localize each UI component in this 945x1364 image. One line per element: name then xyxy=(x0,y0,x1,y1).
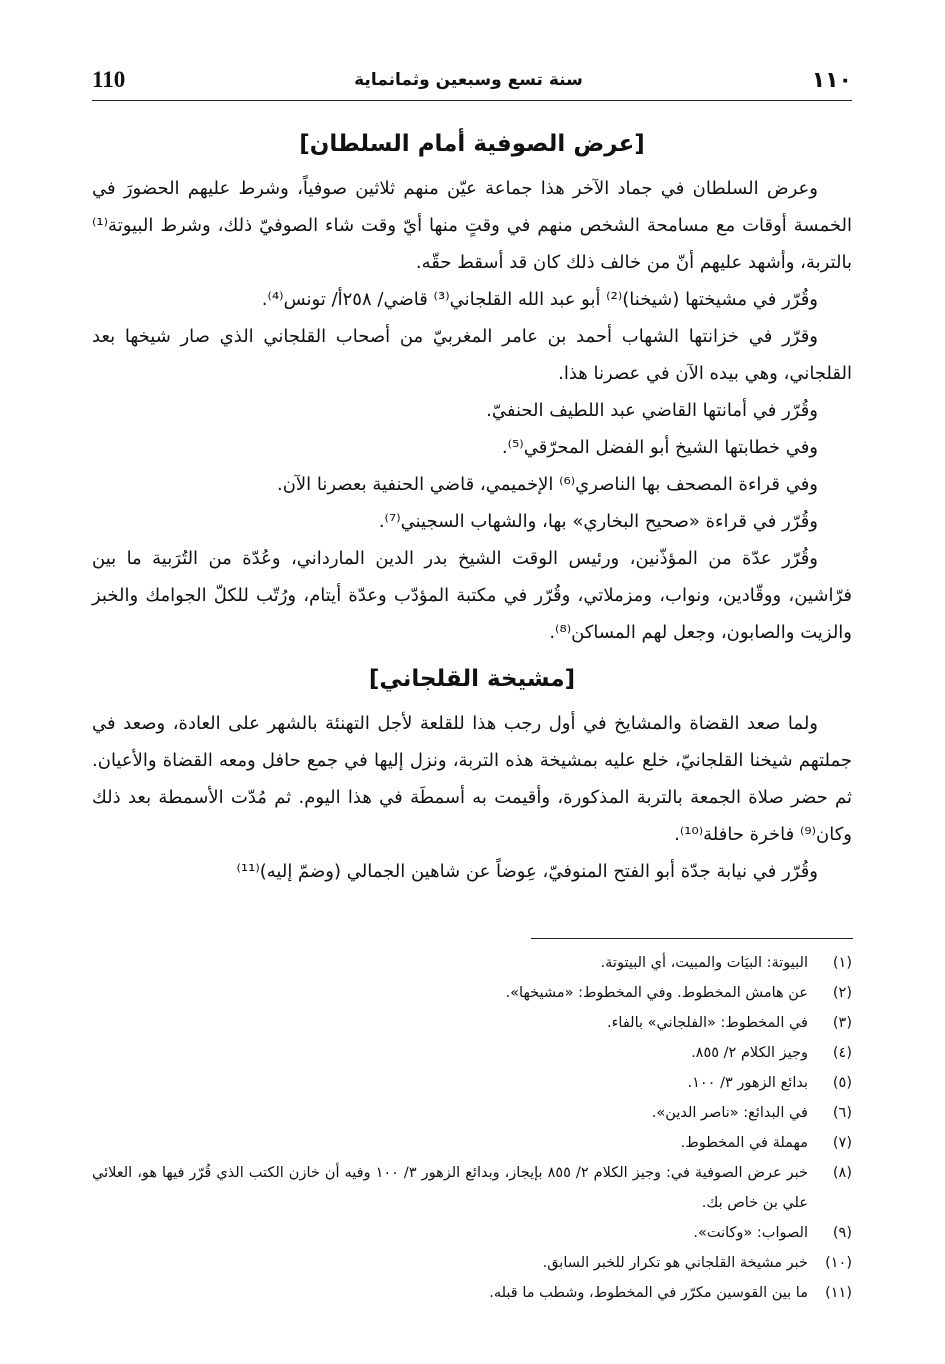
footnote-number: (٨) xyxy=(832,1165,852,1181)
footnote-number: (١١) xyxy=(825,1285,852,1301)
paragraph: ولما صعد القضاة والمشايخ في أول رجب هذا للقلعة لأجل التهنئة بالشهر على العادة، وصعد في جملتهم شيخنا القلجانيّ، خلع عليه بمشيخة هذه التربة، ونزل إليها في جمع حافل ومعه القضاة والأعيان. ثم حضر صلاة الجمعة بالتربة المذكورة، وأقيمت به أسمطَة في هذا اليوم. ثم مُدّت الأسمطة بعد ذلك وكان⁽⁹⁾ فاخرة حافلة⁽¹⁰⁾. xyxy=(92,713,852,845)
footnote xyxy=(92,978,852,1008)
page-number-latin: 110 xyxy=(92,67,126,92)
footnote-number: (١٠) xyxy=(825,1255,852,1271)
footnote-text: بدائع الزهور ٣/ ١٠٠. xyxy=(687,1075,808,1091)
footnote-text: البيوتة: البيَات والمبيت، أي البيتوتة. xyxy=(600,955,808,971)
footnote-text: الصواب: «وكانت». xyxy=(693,1225,808,1241)
footnote-number: (١) xyxy=(832,955,852,971)
footnote-text: وجيز الكلام ٢/ ٨٥٥. xyxy=(691,1045,808,1061)
page-number-arabic: ١١٠ xyxy=(811,67,852,93)
page-header xyxy=(92,60,852,101)
running-title: سنة تسع وسبعين وثمانماية xyxy=(354,70,583,90)
main-text xyxy=(92,118,852,890)
paragraph: وقُرّر في مشيختها (شيخنا)⁽²⁾ أبو عبد الله القلجاني⁽³⁾ قاضي/ ٢٥٨أ/ تونس⁽⁴⁾. xyxy=(261,289,818,310)
footnote xyxy=(92,1278,852,1308)
footnote-number: (٤) xyxy=(832,1045,852,1061)
footnote-number: (٢) xyxy=(832,985,852,1001)
footnote-text: في المخطوط: «الفلجاني» بالفاء. xyxy=(607,1015,808,1031)
footnote-text: مهملة في المخطوط. xyxy=(680,1135,808,1151)
footnote-number: (٣) xyxy=(832,1015,852,1031)
paragraph: وقُرّر في أمانتها القاضي عبد اللطيف الحنفيّ. xyxy=(486,400,818,421)
footnote-text: خبر عرض الصوفية في: وجيز الكلام ٢/ ٨٥٥ بإيجاز، وبدائع الزهور ٣/ ١٠٠ وفيه أن خازن الكتب الذي قُرّر فيها هو، العلائي علي بن خاص بك. xyxy=(92,1165,809,1211)
footnote xyxy=(92,1128,852,1158)
footnote-number: (٧) xyxy=(832,1135,852,1151)
footnote-number: (٥) xyxy=(832,1075,852,1091)
section-heading: [مشيخة القلجاني] xyxy=(368,666,576,692)
paragraph: وفي خطابتها الشيخ أبو الفضل المحرّقي⁽⁵⁾. xyxy=(501,437,818,458)
footnote-text: عن هامش المخطوط. وفي المخطوط: «مشيخها». xyxy=(505,985,808,1001)
paragraph: وقُرّر في قراءة «صحيح البخاري» بها، والشهاب السجيني⁽⁷⁾. xyxy=(378,511,818,532)
footnote-text: في البدائع: «ناصر الدين». xyxy=(651,1105,808,1121)
paragraph: وفي قراءة المصحف بها الناصري⁽⁶⁾ الإخميمي، قاضي الحنفية بعصرنا الآن. xyxy=(276,474,818,495)
paragraph: وقُرّر في نيابة جدّة أبو الفتح المنوفيّ، عِوضاً عن شاهين الجمالي (وضمّ إليه)⁽¹¹⁾ xyxy=(236,861,818,882)
paragraph: وقُرّر عدّة من المؤذّنين، ورئيس الوقت الشيخ بدر الدين المارداني، وعُدّة من التُرَبية ما بين فرّاشين، ووقّادين، ونواب، ومزملاتي، وقُرّر في مكتبة المؤدّب وعدّة أيتام، ورُتّب للكلّ الجوامك والخبز والزيت والصابون، وجعل لهم المساكن⁽⁸⁾. xyxy=(92,548,852,643)
footnote xyxy=(92,1038,852,1068)
footnote xyxy=(92,1158,852,1218)
paragraph: وقرّر في خزانتها الشهاب أحمد بن عامر المغربيّ من أصحاب القلجاني الذي صار شيخها بعد القلجاني، وهي بيده الآن في عصرنا هذا. xyxy=(92,326,852,384)
footnotes xyxy=(92,948,852,1308)
footnote-separator xyxy=(531,938,853,939)
section-heading: [عرض الصوفية أمام السلطان] xyxy=(299,131,645,157)
footnote-text: ما بين القوسين مكرّر في المخطوط، وشطب ما قبله. xyxy=(489,1285,808,1301)
footnote xyxy=(92,1248,852,1278)
footnote xyxy=(92,948,852,978)
footnote xyxy=(92,1068,852,1098)
footnote-text: خبر مشيخة القلجاني هو تكرار للخبر السابق. xyxy=(542,1255,808,1271)
footnote-number: (٦) xyxy=(832,1105,852,1121)
footnote-number: (٩) xyxy=(832,1225,852,1241)
footnote xyxy=(92,1218,852,1248)
footnote xyxy=(92,1098,852,1128)
paragraph: وعرض السلطان في جماد الآخر هذا جماعة عيّن منهم ثلاثين صوفياً، وشرط عليهم الحضورَ في الخمسة أوقات مع مسامحة الشخص منهم في وقتٍ منها أيّ وقت شاء الصوفيّ ذلك، وشرط البيوتة⁽¹⁾ بالتربة، وأشهد عليهم أنّ من خالف ذلك كان قد أسقط حقّه. xyxy=(92,178,852,273)
footnote xyxy=(92,1008,852,1038)
